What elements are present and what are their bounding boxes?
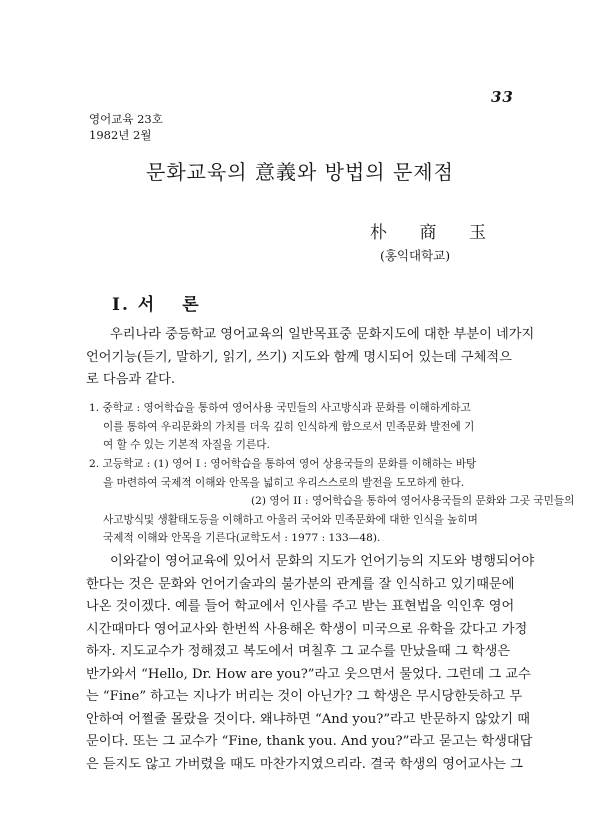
journal-info (89, 111, 163, 143)
list-line: 을 마련하여 국제적 이해와 안목을 넓히고 우리스스로의 발전을 도모하게 한다. (103, 476, 465, 489)
paper-title: 문화교육의 意義와 방법의 문제점 (146, 160, 454, 184)
paragraph-line: 는 “Fine” 하고는 지나가 버리는 것이 아닌가? 그 학생은 무시당한듯하고 무 (86, 689, 523, 704)
author-name-char: 朴 (370, 223, 387, 243)
list-line: 이를 통하여 우리문화의 가치를 더욱 깊히 인식하게 함으로서 민족문화 발전에 기 (103, 420, 475, 433)
paragraph-line: 이와같이 영어교육에 있어서 문화의 지도가 언어기능의 지도와 병행되어야 (110, 554, 535, 569)
author-name-char: 商 (419, 223, 437, 243)
author-name (370, 218, 486, 243)
list-line: 사고방식및 생활태도등을 이해하고 아울러 국어와 민족문화에 대한 인식을 높히며 (103, 513, 478, 526)
goal-list-item-high-school (89, 455, 575, 548)
list-line: 2. 고등학교 : (1) 영어 I : 영어학습을 통하여 영어 상용국들의 문화를 이해하는 바탕 (89, 458, 477, 470)
paragraph-line: 언어기능(듣기, 말하기, 읽기, 쓰기) 지도와 함께 명시되어 있는데 구체적으 (86, 349, 512, 365)
paragraph-line: 로 다음과 같다. (86, 372, 176, 387)
list-line: 국제적 이해와 안목을 기른다(교학도서 : 1977 : 133—48). (103, 532, 381, 544)
paragraph-line: 시간때마다 영어교사와 한번씩 사용해온 학생이 미국으로 유학을 갔다고 가정 (86, 621, 528, 637)
journal-issue: 영어교육 23호 (89, 112, 163, 126)
body-paragraph (86, 551, 535, 776)
paragraph-line: 하자. 지도교수가 정해졌고 복도에서 며칠후 그 교수를 만났을때 그 학생은 (86, 644, 511, 659)
section-number: I. (112, 295, 130, 315)
page-number: 33 (491, 88, 514, 106)
paragraph-line: 한다는 것은 문화와 언어기술과의 불가분의 관계를 잘 인식하고 있기때문에 (86, 576, 515, 592)
section-title-part: 론 (182, 295, 201, 315)
list-line: 여 할 수 있는 기본적 자질을 기른다. (103, 439, 270, 451)
paragraph-line: 문이다. 또는 그 교수가 “Fine, thank you. And you?”라고 묻고는 학생대답 (86, 734, 533, 749)
list-line: 1. 중학교 : 영어학습을 통하여 영어사용 국민들의 사고방식과 문화를 이해하게하고 (89, 402, 471, 414)
paragraph-line: 반가와서 “Hello, Dr. How are you?”라고 웃으면서 물었다. 그런데 그 교수 (86, 666, 531, 682)
author-affiliation: (홍익대학교) (380, 248, 451, 263)
paragraph-line: 나온 것이겠다. 예를 들어 학교에서 인사를 주고 받는 표현법을 익인후 영어 (86, 599, 515, 614)
paragraph-line: 우리나라 중등학교 영어교육의 일반목표중 문화지도에 대한 부분이 네가지 (110, 327, 535, 342)
section-title-part: 서 (137, 295, 157, 315)
intro-paragraph (86, 324, 535, 392)
paragraph-line: 안하여 어쩔줄 몰랐을 것이다. 왜냐하면 “And you?”라고 반문하지 않았기 때 (86, 711, 531, 727)
paragraph-line: 은 듣지도 않고 가버렸을 때도 마찬가지였으리라. 결국 학생의 영어교사는 그 (86, 756, 523, 772)
author-name-char: 玉 (469, 223, 486, 243)
journal-date: 1982년 2월 (89, 128, 152, 142)
section-heading (112, 290, 201, 315)
list-line: (2) 영어 II : 영어학습을 통하여 영어사용국들의 문화와 그곳 국민들의 (251, 495, 575, 507)
goal-list-item-middle-school (89, 399, 529, 455)
